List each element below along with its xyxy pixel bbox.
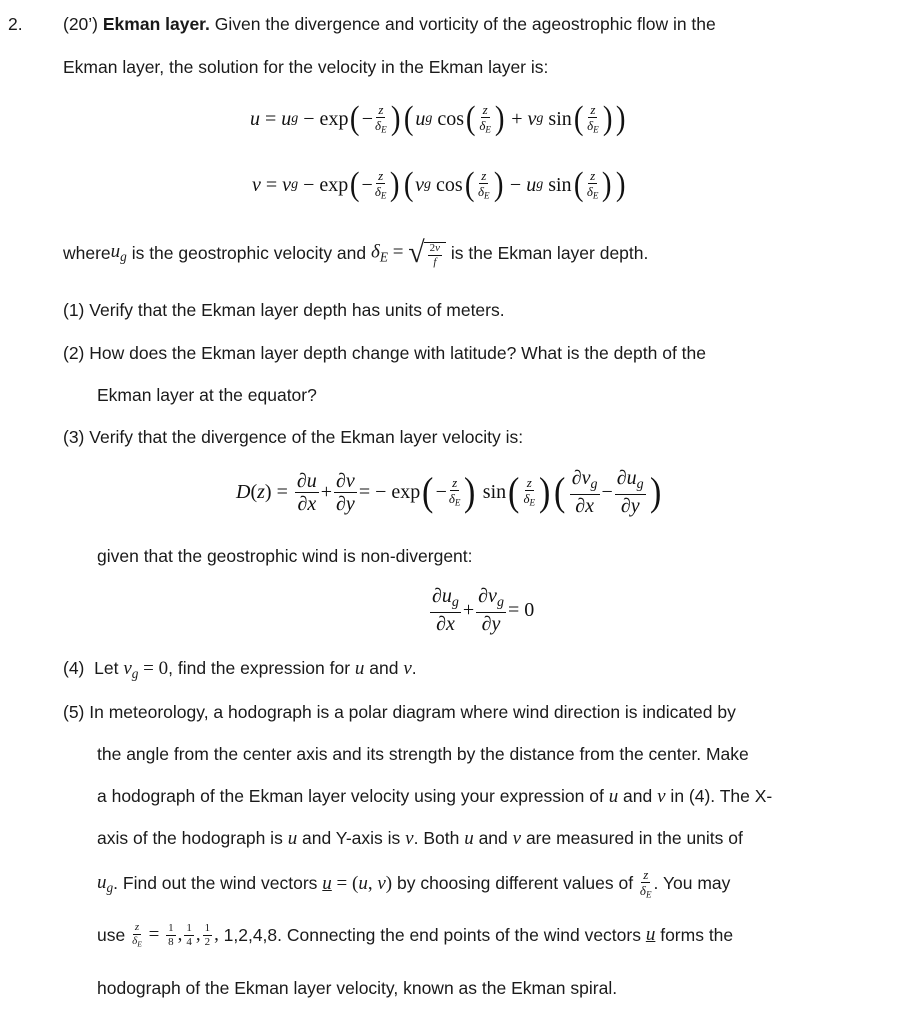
question-5-line-2: the angle from the center axis and its strength by the distance from the center. Make bbox=[97, 744, 749, 764]
q5-line6-b: 1,2,4,8. Connecting the end points of the wind vectors bbox=[223, 924, 646, 945]
v-symbol: v bbox=[512, 828, 522, 849]
u-symbol: u bbox=[354, 658, 365, 679]
where-mid: is the geostrophic velocity and bbox=[126, 242, 371, 263]
v-symbol: v bbox=[403, 658, 412, 679]
question-5-line-5 bbox=[97, 868, 730, 900]
question-1: (1) Verify that the Ekman layer depth has units of meters. bbox=[63, 300, 505, 320]
delta-e-definition: $\delta_E$ = √ $\frac{2\nu}{f}$ bbox=[371, 238, 446, 268]
q4-prefix: (4) Let bbox=[63, 658, 124, 678]
u-vector-symbol: u bbox=[645, 924, 656, 945]
q5-line3-b: and bbox=[618, 786, 658, 806]
equation-divergence: D ( z ) = $\frac{\partial u}{\partial x}$ + $\frac{\partial v}{\partial y}$ = − exp ( − $\frac{z}{\delta_E}$ ) sin ( $\frac{z}{\delta_E}$ ) ( $\frac{\partial v_g}{\partial x}$ − $\frac{\partial u_g}{\partial y}$ ) bbox=[236, 467, 662, 517]
question-3: (3) Verify that the divergence of the Ekman layer velocity is: bbox=[63, 427, 524, 447]
question-5-line-3 bbox=[97, 786, 772, 808]
z-over-delta-e: $\frac{z}{\delta_E}$ bbox=[639, 867, 652, 900]
where-suffix: is the Ekman layer depth. bbox=[446, 242, 649, 263]
where-line bbox=[63, 238, 648, 268]
q5-line4-d: and bbox=[473, 828, 513, 848]
q4-mid: , find the expression for bbox=[168, 658, 355, 678]
q5-line6-c: forms the bbox=[655, 924, 734, 945]
question-2-line-1: (2) How does the Ekman layer depth change with latitude? What is the depth of the bbox=[63, 343, 707, 363]
problem-title: Ekman layer. bbox=[102, 14, 210, 34]
question-5-line-6 bbox=[97, 922, 733, 948]
u-symbol: u bbox=[464, 828, 474, 849]
q4-and: and bbox=[364, 658, 404, 678]
question-3-given: given that the geostrophic wind is non-divergent: bbox=[97, 546, 473, 566]
wind-vector-definition: u = (u, v) bbox=[322, 872, 393, 894]
problem-points: (20’) bbox=[63, 14, 103, 34]
u-symbol: u bbox=[287, 828, 298, 849]
ug-symbol: $u_g$ bbox=[110, 241, 127, 264]
q5-line5-b: by choosing different values of bbox=[392, 873, 638, 894]
v-symbol: v bbox=[405, 828, 414, 849]
q5-line6-a: use bbox=[97, 924, 131, 945]
problem-number: 2. bbox=[8, 14, 23, 34]
question-2-line-2: Ekman layer at the equator? bbox=[97, 385, 317, 405]
q5-line4-e: are measured in the units of bbox=[521, 828, 743, 848]
problem-intro-2: Ekman layer, the solution for the velocity in the Ekman layer is: bbox=[63, 57, 549, 77]
q5-line4-b: and Y-axis is bbox=[297, 828, 406, 848]
q5-line5-a: . Find out the wind vectors bbox=[113, 873, 323, 894]
z-over-delta-values: $\frac{z}{\delta_E}$ = $\frac{1}{8}$ , $\frac{1}{4}$ , $\frac{1}{2}$ , bbox=[132, 921, 224, 949]
q5-line4-c: . Both bbox=[413, 828, 465, 848]
equation-u: u = u g − exp ( − $\frac{z}{\delta_E}$ ) ( u g cos ( $\frac{z}{\delta_E}$ ) + v g sin ( $\frac{z}{\delta_E}$ ) ) bbox=[250, 100, 626, 137]
v-symbol: v bbox=[657, 786, 666, 807]
q5-line3-c: in (4). The X- bbox=[665, 786, 773, 806]
where-prefix: where bbox=[63, 242, 111, 263]
q5-line3-a: a hodograph of the Ekman layer velocity using your expression of bbox=[97, 786, 609, 806]
vg-equals-zero: $v_g = 0$ bbox=[123, 658, 169, 681]
u-symbol: u bbox=[608, 786, 619, 807]
question-5-line-4 bbox=[97, 828, 743, 850]
q4-end: . bbox=[411, 658, 417, 678]
problem-heading bbox=[63, 14, 716, 35]
equation-v: v = v g − exp ( − $\frac{z}{\delta_E}$ ) ( v g cos ( $\frac{z}{\delta_E}$ ) − u g sin ( $\frac{z}{\delta_E}$ ) ) bbox=[252, 166, 626, 203]
question-5-line-1: (5) In meteorology, a hodograph is a polar diagram where wind direction is indicated by bbox=[63, 702, 736, 722]
ug-symbol: $u_g$ bbox=[97, 871, 114, 895]
q5-line4-a: axis of the hodograph is bbox=[97, 828, 288, 848]
problem-intro-1: Given the divergence and vorticity of the ageostrophic flow in the bbox=[209, 14, 716, 34]
question-5-line-7: hodograph of the Ekman layer velocity, known as the Ekman spiral. bbox=[97, 978, 618, 998]
question-4 bbox=[63, 658, 417, 682]
equation-non-divergent: $\frac{\partial u_g}{\partial x}$ + $\frac{\partial v_g}{\partial y}$ = 0 bbox=[432, 585, 535, 635]
q5-line5-c: . You may bbox=[653, 873, 731, 894]
